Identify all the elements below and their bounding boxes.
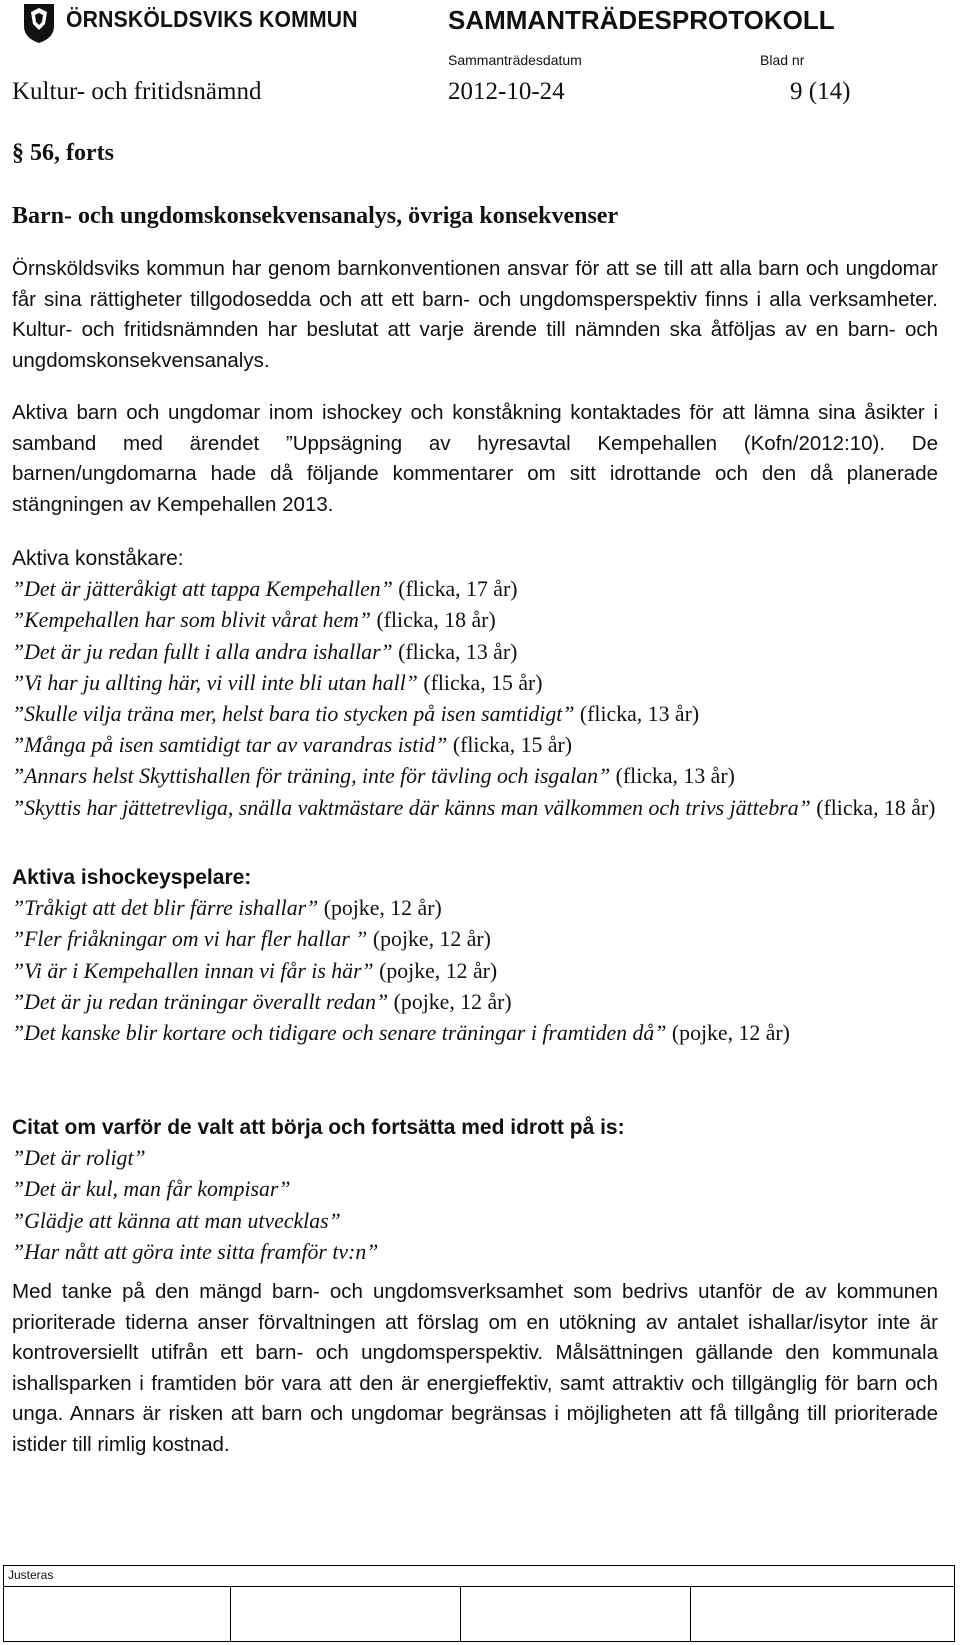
list-item: ”Tråkigt att det blir färre ishallar” (pojke, 12 år) [12,896,442,921]
list-item: ”Vi är i Kempehallen innan vi får is här” (pojke, 12 år) [12,958,498,983]
organization-name: ÖRNSKÖLDSVIKS KOMMUN [66,6,358,32]
list-item: ”Fler friåkningar om vi har fler hallar ” (pojke, 12 år) [12,927,491,952]
justeras-label: Justeras [8,1568,54,1582]
list-item: ”Skyttis har jättetrevliga, snälla vaktmästare där känns man välkommen och trivs jättebra” (flicka, 18 år) [12,795,936,820]
meeting-date: 2012-10-24 [448,78,565,105]
players-block [12,862,938,1049]
players-heading: Aktiva ishockeyspelare: [12,866,252,889]
date-label: Sammanträdesdatum [448,52,582,68]
municipality-crest-logo [22,2,56,44]
page-number: 9 (14) [790,78,851,105]
list-item: ”Kempehallen har som blivit vårat hem” (flicka, 18 år) [12,608,496,633]
skaters-heading: Aktiva konståkare: [12,547,184,570]
list-item: ”Det kanske blir kortare och tidigare och senare träningar i framtiden då” (pojke, 12 år) [12,1021,790,1046]
section-heading: Barn- och ungdomskonsekvensanalys, övriga konsekvenser [12,203,619,229]
section-number: § 56, forts [12,140,114,166]
list-item: ”Annars helst Skyttishallen för träning, inte för tävling och isgalan” (flicka, 13 år) [12,764,735,789]
list-item: ”Har nått att göra inte sitta framför tv:n” [12,1239,379,1264]
list-item: ”Det är ju redan fullt i alla andra ishallar” (flicka, 13 år) [12,639,518,664]
page-label: Blad nr [760,52,805,68]
signature-table [3,1565,955,1642]
list-item: ”Skulle vilja träna mer, helst bara tio stycken på isen samtidigt” (flicka, 13 år) [12,702,700,727]
list-item: ”Det är roligt” [12,1146,146,1171]
list-item: ”Det är kul, man får kompisar” [12,1177,291,1202]
intro-paragraph: Örnsköldsviks kommun har genom barnkonventionen ansvar för att se till att alla barn och ungdomar får sina rättigheter tillgodosedda och att ett barn- och ungdomsperspektiv finns i alla verksamheter. Kultur- och fritidsnämnden har beslutat att varje ärende till nämnden ska åtföljas av en barn- och ungdomskonsekvensanalys. [12,257,938,372]
list-item: ”Vi har ju allting här, vi vill inte bli utan hall” (flicka, 15 år) [12,670,543,695]
list-item: ”Det är ju redan träningar överallt redan” (pojke, 12 år) [12,989,512,1014]
list-item: ”Glädje att känna att man utvecklas” [12,1208,341,1233]
reasons-heading: Citat om varför de valt att börja och fortsätta med idrott på is: [12,1116,625,1139]
skaters-block [12,543,938,824]
reasons-block [12,1112,938,1268]
list-item: ”Många på isen samtidigt tar av varandras istid” (flicka, 15 år) [12,733,573,758]
conclusion-paragraph: Med tanke på den mängd barn- och ungdomsverksamhet som bedrivs utanför de av kommunen prioriterade tiderna anser förvaltningen att förslag om en utökning av antalet ishallar/isytor inte är kontroversiellt utifrån ett barn- och ungdomsperspektiv. Målsättningen gällande den kommunala ishallsparken i framtiden bör vara att den är energieffektiv, samt attraktiv och tillgänglig för barn och unga. Annars är risken att barn och ungdomar begränsas i möjligheten att få tillgång till prioriterade istider till rimlig kostnad. [12,1280,938,1456]
list-item: ”Det är jätteråkigt att tappa Kempehallen” (flicka, 17 år) [12,577,518,602]
background-paragraph: Aktiva barn och ungdomar inom ishockey och konståkning kontaktades för att lämna sina åsikter i samband med ärendet ”Uppsägning av hyresavtal Kempehallen (Kofn/2012:10). De barnen/ungdomarna hade då följande kommentarer om sitt idrottande och den då planerade stängningen av Kempehallen 2013. [12,401,938,516]
document-title: SAMMANTRÄDESPROTOKOLL [448,5,835,35]
committee-name: Kultur- och fritidsnämnd [12,78,262,105]
